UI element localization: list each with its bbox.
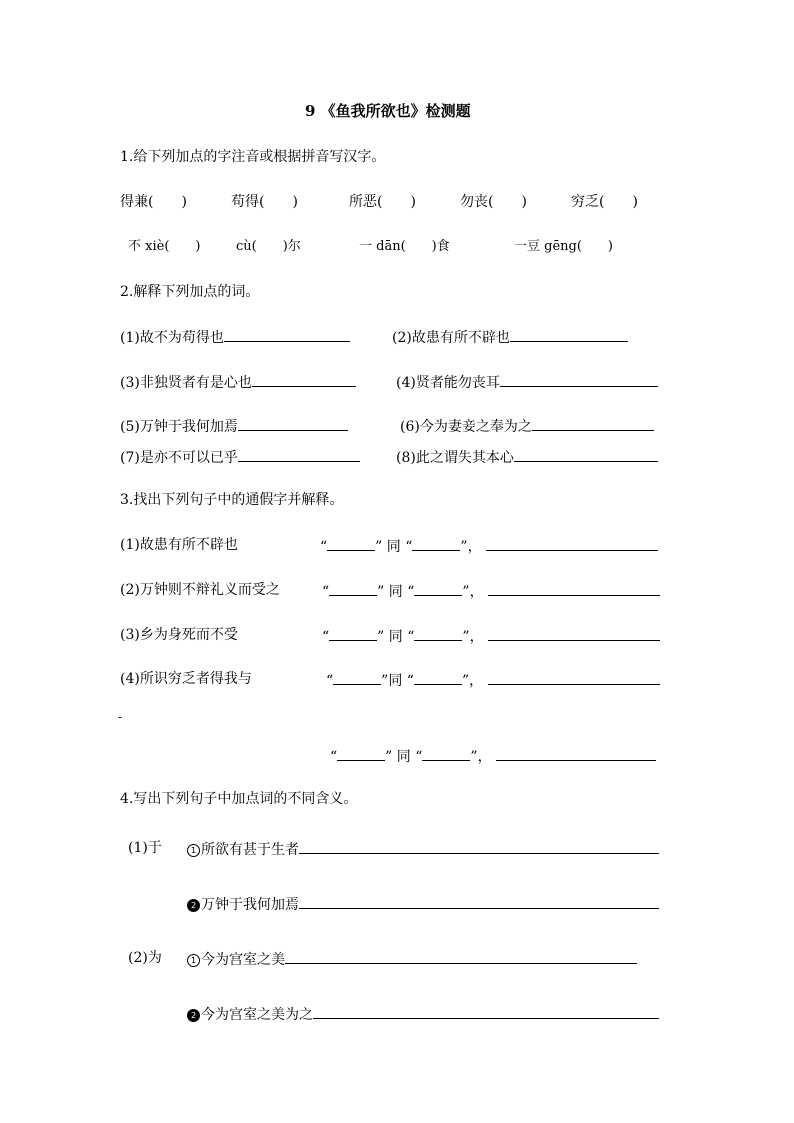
- answer-blank[interactable]: [422, 745, 470, 761]
- q1-row1-item: 苟得( ): [231, 194, 298, 210]
- answer-blank[interactable]: [329, 625, 377, 641]
- q3-answer: “ ”同 “ ”，: [326, 669, 660, 691]
- q1-row1-item: 得兼( ): [120, 194, 187, 210]
- answer-blank[interactable]: [488, 625, 660, 641]
- answer-blank[interactable]: [299, 893, 659, 909]
- q2-prompt: 2.解释下列加点的词。: [120, 284, 260, 300]
- q4-line: 1 今为宫室之美: [187, 948, 637, 970]
- q2-item: (1)故不为苟得也: [120, 326, 350, 348]
- answer-blank[interactable]: [313, 1003, 659, 1019]
- q3-prompt: 3.找出下列句子中的通假字并解释。: [120, 492, 344, 508]
- q3-item: (1)故患有所不辟也: [120, 537, 238, 553]
- q3-answer: “ ” 同 “ ”，: [320, 535, 658, 557]
- q1-row2-item: 一豆 gēng( ): [514, 239, 613, 254]
- q1-row1-item: 勿丧( ): [460, 194, 527, 210]
- circled-number-icon: 1: [187, 844, 200, 857]
- q4-line: 1 所欲有甚于生者: [187, 838, 659, 860]
- circled-number-icon: 2: [187, 1009, 200, 1022]
- answer-blank[interactable]: [500, 371, 658, 387]
- answer-blank[interactable]: [299, 838, 659, 854]
- circled-number-icon: 2: [187, 899, 200, 912]
- answer-blank[interactable]: [414, 580, 462, 596]
- answer-blank[interactable]: [496, 745, 656, 761]
- answer-blank[interactable]: [238, 446, 360, 462]
- q3-answer: “ ” 同 “ ”，: [322, 580, 660, 602]
- circled-number-icon: 1: [187, 954, 200, 967]
- q1-row2-item: 一 dān( )食: [359, 239, 450, 254]
- answer-blank[interactable]: [488, 580, 660, 596]
- page-title: 9 《鱼我所欲也》检测题: [305, 102, 471, 120]
- answer-blank[interactable]: [510, 326, 628, 342]
- answer-blank[interactable]: [333, 669, 381, 685]
- q4-prompt: 4.写出下列句子中加点词的不同含义。: [120, 791, 358, 807]
- answer-blank[interactable]: [329, 580, 377, 596]
- q3-answer: “ ” 同 “ ”，: [330, 745, 656, 767]
- q1-row2-item: 不 xiè( ): [128, 239, 201, 254]
- q2-item: (6)今为妻妾之奉为之: [400, 415, 654, 437]
- q2-item: (3)非独贤者有是心也: [120, 371, 356, 393]
- q4-line: 2 今为宫室之美为之: [187, 1003, 659, 1025]
- answer-blank[interactable]: [252, 371, 356, 387]
- q2-item: (4)贤者能勿丧耳: [396, 371, 658, 393]
- q4-line: 2 万钟于我何加焉: [187, 893, 659, 915]
- stray-dash: -: [118, 710, 123, 724]
- q3-item: (2)万钟则不辩礼义而受之: [120, 582, 280, 598]
- q2-item: (7)是亦不可以已乎: [120, 446, 360, 468]
- q4-group-label: (1)于: [128, 840, 162, 856]
- answer-blank[interactable]: [412, 535, 460, 551]
- answer-blank[interactable]: [414, 625, 462, 641]
- q1-row1-item: 所恶( ): [349, 194, 416, 210]
- answer-blank[interactable]: [327, 535, 375, 551]
- answer-blank[interactable]: [514, 446, 658, 462]
- q3-item: (4)所识穷乏者得我与: [120, 671, 252, 687]
- answer-blank[interactable]: [238, 415, 348, 431]
- q2-item: (2)故患有所不辟也: [392, 326, 628, 348]
- q1-prompt: 1.给下列加点的字注音或根据拼音写汉字。: [120, 149, 386, 165]
- answer-blank[interactable]: [337, 745, 385, 761]
- q4-group-label: (2)为: [128, 950, 162, 966]
- answer-blank[interactable]: [285, 948, 637, 964]
- answer-blank[interactable]: [486, 535, 658, 551]
- q2-item: (5)万钟于我何加焉: [120, 415, 348, 437]
- answer-blank[interactable]: [414, 669, 462, 685]
- q1-row1-item: 穷乏( ): [571, 194, 638, 210]
- answer-blank[interactable]: [532, 415, 654, 431]
- q2-item: (8)此之谓失其本心: [396, 446, 658, 468]
- answer-blank[interactable]: [488, 669, 660, 685]
- q3-item: (3)乡为身死而不受: [120, 627, 238, 643]
- answer-blank[interactable]: [224, 326, 350, 342]
- q3-answer: “ ” 同 “ ”，: [322, 625, 660, 647]
- q1-row2-item: cù( )尔: [236, 239, 301, 254]
